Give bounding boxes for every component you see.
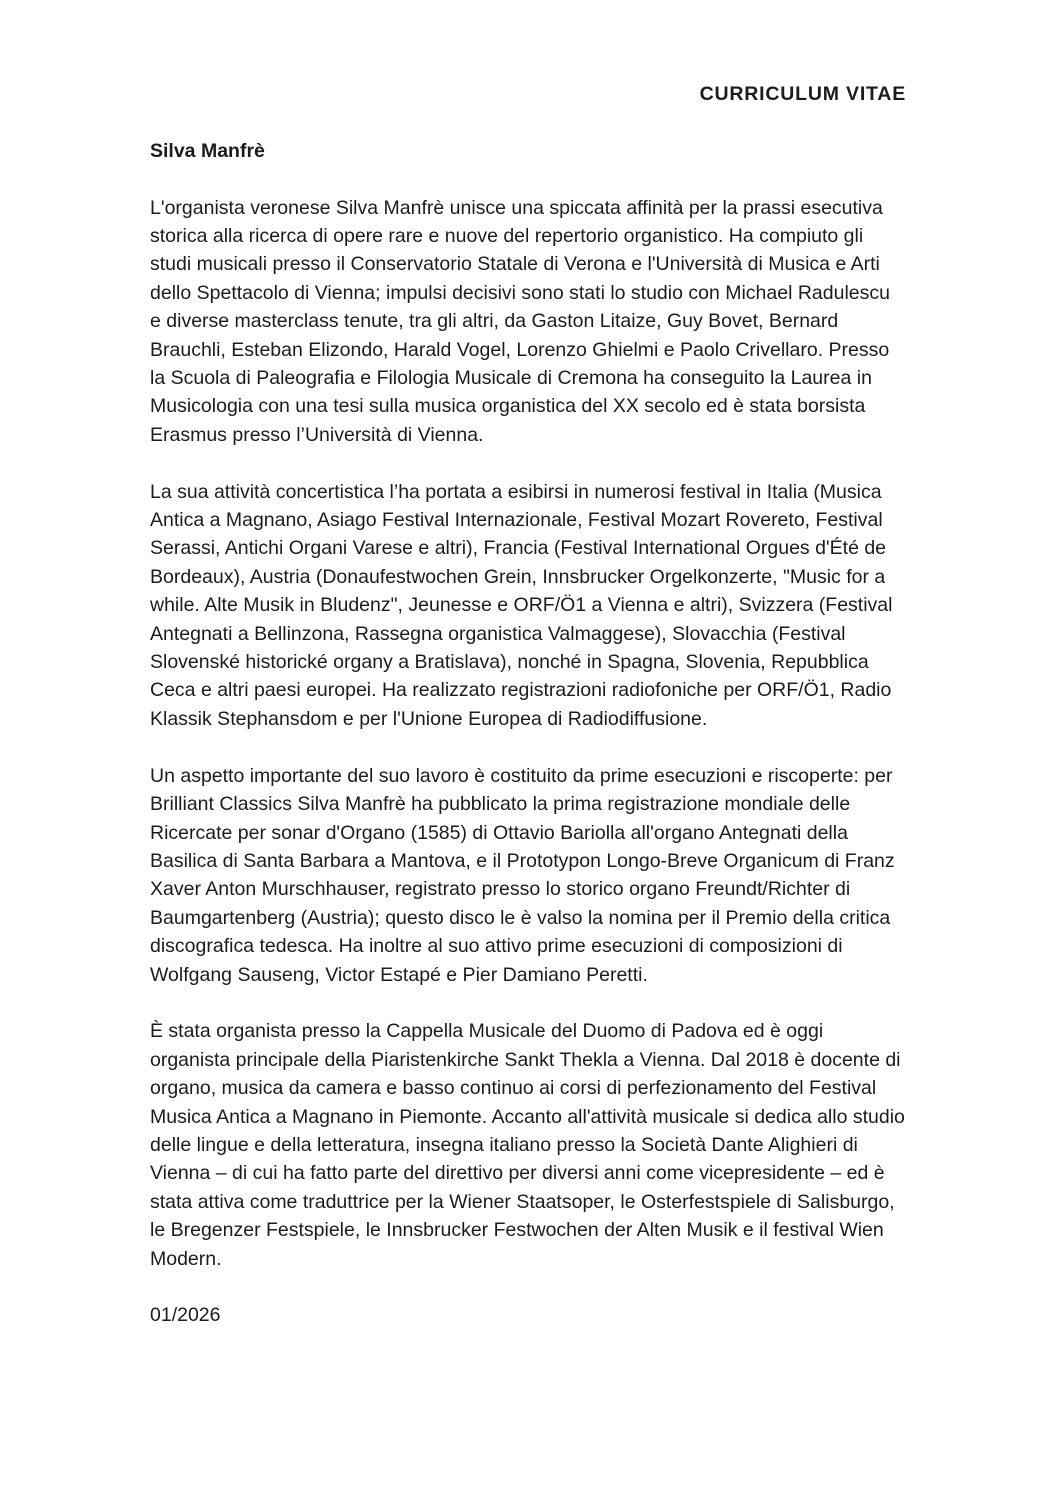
document-title: CURRICULUM VITAE (699, 83, 906, 105)
paragraph-recordings: Un aspetto importante del suo lavoro è costituito da prime esecuzioni e riscoperte: per Brilliant Classics Silva Manfrè ha pubblicato la prima registrazione mondiale delle Ricercate per sonar d'Organo (1585) di Ottavio Bariolla all'organo Antegnati della Basilica di Santa Barbara a Mantova, e il Prototypon Longo-Breve Organicum di Franz Xaver Anton Murschhauser, registrato presso lo storico organo Freundt/Richter di Baumgartenberg (Austria); questo disco le è valso la nomina per il Premio della critica discografica tedesca. Ha inoltre al suo attivo prime esecuzioni di composizioni di Wolfgang Sauseng, Victor Estapé e Pier Damiano Peretti. (150, 764, 895, 986)
paragraph-current-positions: È stata organista presso la Cappella Musicale del Duomo di Padova ed è oggi organista principale della Piaristenkirche Sankt Thekla a Vienna. Dal 2018 è docente di organo, musica da camera e basso continuo ai corsi di perfezionamento del Festival Musica Antica a Magnano in Piemonte. Accanto all'attività musicale si dedica allo studio delle lingue e della letteratura, insegna italiano presso la Società Dante Alighieri di Vienna – di cui ha fatto parte del direttivo per diversi anni come vicepresidente – ed è stata attiva come traduttrice per la Wiener Staatsoper, le Osterfestspiele di Salisburgo, le Bregenzer Festspiele, le Innsbrucker Festwochen der Alten Musik e il festival Wien Modern. (150, 1020, 905, 1270)
paragraph-concert-activity: La sua attività concertistica l’ha portata a esibirsi in numerosi festival in Italia (Musica Antica a Magnano, Asiago Festival Internazionale, Festival Mozart Rovereto, Festival Serassi, Antichi Organi Varese e altri), Francia (Festival International Orgues d'Été de Bordeaux), Austria (Donaufestwochen Grein, Innsbrucker Orgelkonzerte, "Music for a while. Alte Musik in Bludenz", Jeunesse e ORF/Ö1 a Vienna e altri), Svizzera (Festival Antegnati a Bellinzona, Rassegna organistica Valmaggese), Slovacchia (Festival Slovenské historické organy a Bratislava), nonché in Spagna, Slovenia, Repubblica Ceca e altri paesi europei. Ha realizzato registrazioni radiofoniche per ORF/Ö1, Radio Klassik Stephansdom e per l'Unione Europea di Radiodiffusione. (150, 480, 893, 730)
document-date: 01/2026 (150, 1304, 221, 1327)
paragraph-biography: L'organista veronese Silva Manfrè unisce una spiccata affinità per la prassi esecutiva storica alla ricerca di opere rare e nuove del repertorio organistico. Ha compiuto gli studi musicali presso il Conservatorio Statale di Verona e l'Università di Musica e Arti dello Spettacolo di Vienna; impulsi decisivi sono stati lo studio con Michael Radulescu e diverse masterclass tenute, tra gli altri, da Gaston Litaize, Guy Bovet, Bernard Brauchli, Esteban Elizondo, Harald Vogel, Lorenzo Ghielmi e Paolo Crivellaro. Presso la Scuola di Paleografia e Filologia Musicale di Cremona ha conseguito la Laurea in Musicologia con una tesi sulla musica organistica del XX secolo ed è stata borsista Erasmus presso l’Università di Vienna. (150, 196, 890, 446)
person-name: Silva Manfrè (150, 139, 265, 162)
